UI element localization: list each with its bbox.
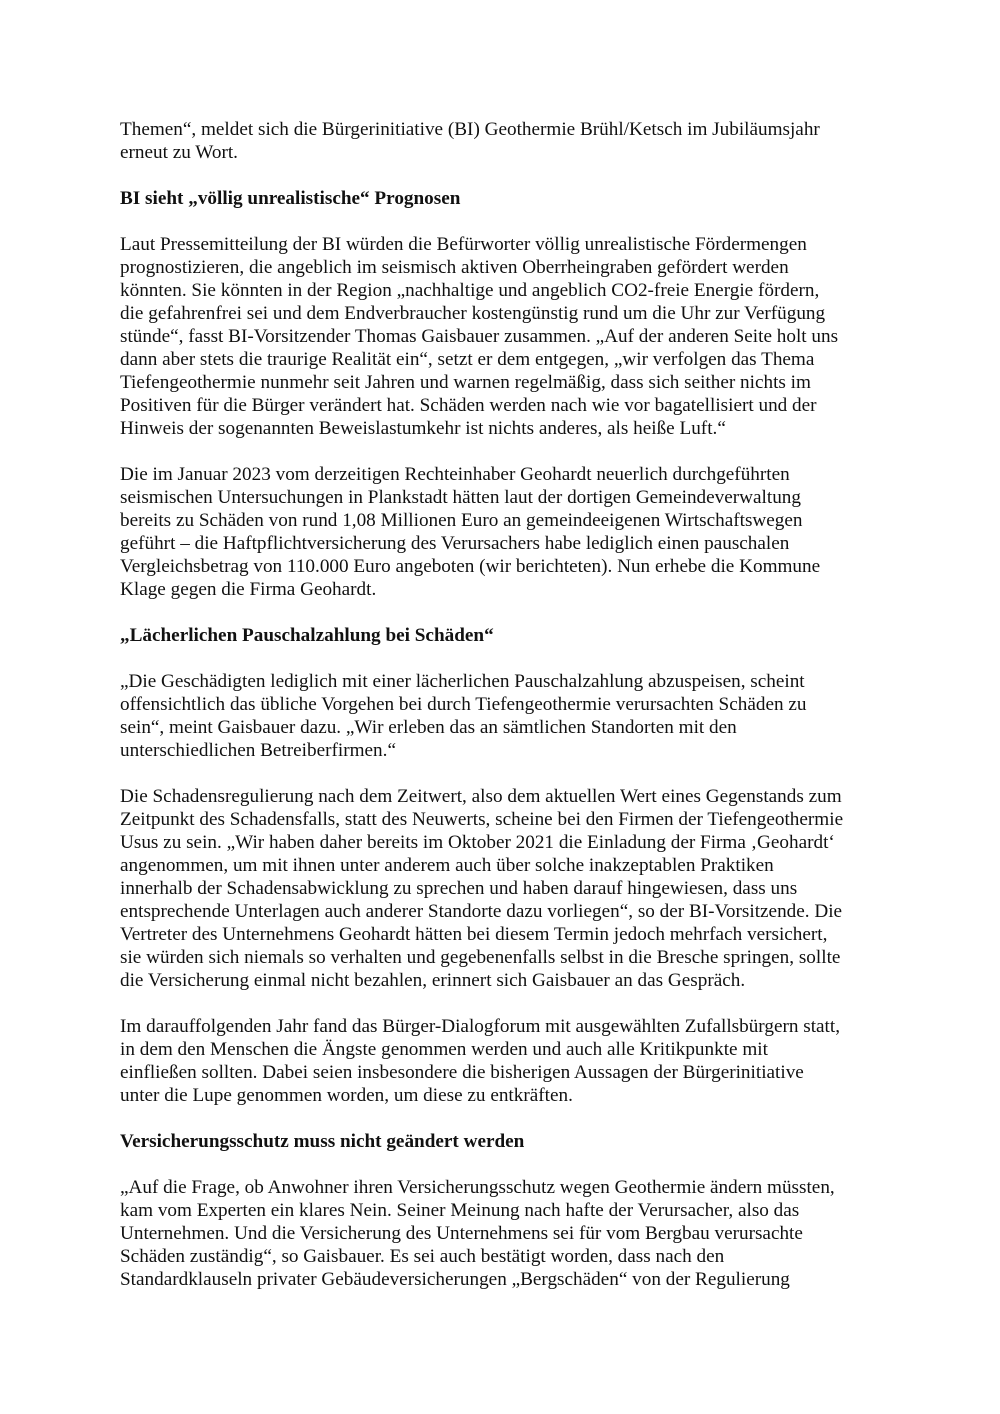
paragraph-pressemitteilung bbox=[120, 233, 890, 440]
text-line: könnten. Sie könnten in der Region „nachhaltige und angeblich CO2-freie Energie fördern, bbox=[120, 280, 820, 301]
paragraph-plankstadt bbox=[120, 463, 890, 601]
text-line: sein“, meint Gaisbauer dazu. „Wir erleben das an sämtlichen Standorten mit den bbox=[120, 717, 737, 738]
paragraph-intro-continuation bbox=[120, 118, 890, 164]
text-line: Themen“, meldet sich die Bürgerinitiative (BI) Geothermie Brühl/Ketsch im Jubiläumsjahr bbox=[120, 119, 820, 140]
text-line: Vergleichsbetrag von 110.000 Euro angeboten (wir berichteten). Nun erhebe die Kommune bbox=[120, 556, 821, 577]
paragraph-anwohner-frage bbox=[120, 1176, 890, 1291]
text-line: Vertreter des Unternehmens Geohardt hätten bei diesem Termin jedoch mehrfach versichert, bbox=[120, 924, 828, 945]
text-line: dann aber stets die traurige Realität ein“, setzt er dem entgegen, „wir verfolgen das Thema bbox=[120, 349, 815, 370]
text-line: offensichtlich das übliche Vorgehen bei durch Tiefengeothermie verursachten Schäden zu bbox=[120, 694, 807, 715]
text-line: Tiefengeothermie nunmehr seit Jahren und warnen regelmäßig, dass sich seither nichts im bbox=[120, 372, 811, 393]
text-line: Hinweis der sogenannten Beweislastumkehr ist nichts anderes, als heiße Luft.“ bbox=[120, 418, 726, 439]
text-line: Unternehmen. Und die Versicherung des Unternehmens sei für vom Bergbau verursachte bbox=[120, 1223, 803, 1244]
text-line: die gefahrenfrei sei und dem Endverbraucher kostengünstig rund um die Uhr zur Verfügung bbox=[120, 303, 826, 324]
text-line: Laut Pressemitteilung der BI würden die Befürworter völlig unrealistische Fördermengen bbox=[120, 234, 807, 255]
section-heading-prognosen: BI sieht „völlig unrealistische“ Prognosen bbox=[120, 188, 461, 209]
text-line: „Auf die Frage, ob Anwohner ihren Versicherungsschutz wegen Geothermie ändern müssten, bbox=[120, 1177, 835, 1198]
text-line: die Versicherung einmal nicht bezahlen, erinnert sich Gaisbauer an das Gespräch. bbox=[120, 970, 746, 991]
text-line: Zeitpunkt des Schadensfalls, statt des Neuwerts, scheine bei den Firmen der Tiefengeothermie bbox=[120, 809, 844, 830]
text-line: Im darauffolgenden Jahr fand das Bürger-Dialogforum mit ausgewählten Zufallsbürgern statt, bbox=[120, 1016, 841, 1037]
paragraph-schadensregulierung bbox=[120, 785, 890, 992]
text-line: stünde“, fasst BI-Vorsitzender Thomas Gaisbauer zusammen. „Auf der anderen Seite holt uns bbox=[120, 326, 839, 347]
text-line: geführt – die Haftpflichtversicherung des Verursachers habe lediglich einen pauschalen bbox=[120, 533, 790, 554]
text-line: Schäden zuständig“, so Gaisbauer. Es sei auch bestätigt worden, dass nach den bbox=[120, 1246, 725, 1267]
text-line: in dem den Menschen die Ängste genommen werden und auch alle Kritikpunkte mit bbox=[120, 1039, 768, 1060]
text-line: Die im Januar 2023 vom derzeitigen Rechteinhaber Geohardt neuerlich durchgeführten bbox=[120, 464, 790, 485]
text-line: entsprechende Unterlagen auch anderer Standorte dazu vorliegen“, so der BI-Vorsitzende. Die bbox=[120, 901, 843, 922]
text-line: innerhalb der Schadensabwicklung zu sprechen und haben darauf hingewiesen, dass uns bbox=[120, 878, 798, 899]
section-heading-pauschalzahlung: „Lächerlichen Pauschalzahlung bei Schäden“ bbox=[120, 625, 494, 646]
text-line: Standardklauseln privater Gebäudeversicherungen „Bergschäden“ von der Regulierung bbox=[120, 1269, 790, 1290]
document-page bbox=[120, 118, 890, 1314]
section-heading-versicherungsschutz: Versicherungsschutz muss nicht geändert werden bbox=[120, 1131, 525, 1152]
text-line: prognostizieren, die angeblich im seismisch aktiven Oberrheingraben gefördert werden bbox=[120, 257, 789, 278]
text-line: Klage gegen die Firma Geohardt. bbox=[120, 579, 377, 600]
text-line: Die Schadensregulierung nach dem Zeitwert, also dem aktuellen Wert eines Gegenstands zum bbox=[120, 786, 842, 807]
text-line: Positiven für die Bürger verändert hat. Schäden werden nach wie vor bagatellisiert und der bbox=[120, 395, 817, 416]
text-line: „Die Geschädigten lediglich mit einer lächerlichen Pauschalzahlung abzuspeisen, scheint bbox=[120, 671, 805, 692]
text-line: unter die Lupe genommen worden, um diese zu entkräften. bbox=[120, 1085, 573, 1106]
paragraph-dialogforum bbox=[120, 1015, 890, 1107]
text-line: kam vom Experten ein klares Nein. Seiner Meinung nach hafte der Verursacher, also das bbox=[120, 1200, 800, 1221]
text-line: Usus zu sein. „Wir haben daher bereits im Oktober 2021 die Einladung der Firma ‚Geohardt‘ bbox=[120, 832, 835, 853]
text-line: seismischen Untersuchungen in Plankstadt hätten laut der dortigen Gemeindeverwaltung bbox=[120, 487, 801, 508]
paragraph-geschaedigten bbox=[120, 670, 890, 762]
text-line: erneut zu Wort. bbox=[120, 142, 238, 163]
text-line: einfließen sollten. Dabei seien insbesondere die bisherigen Aussagen der Bürgerinitiative bbox=[120, 1062, 804, 1083]
text-line: bereits zu Schäden von rund 1,08 Millionen Euro an gemeindeeigenen Wirtschaftswegen bbox=[120, 510, 803, 531]
text-line: sie würden sich niemals so verhalten und gegebenenfalls selbst in die Bresche springen, sollte bbox=[120, 947, 841, 968]
text-line: angenommen, um mit ihnen unter anderem auch über solche inakzeptablen Praktiken bbox=[120, 855, 774, 876]
text-line: unterschiedlichen Betreiberfirmen.“ bbox=[120, 740, 396, 761]
